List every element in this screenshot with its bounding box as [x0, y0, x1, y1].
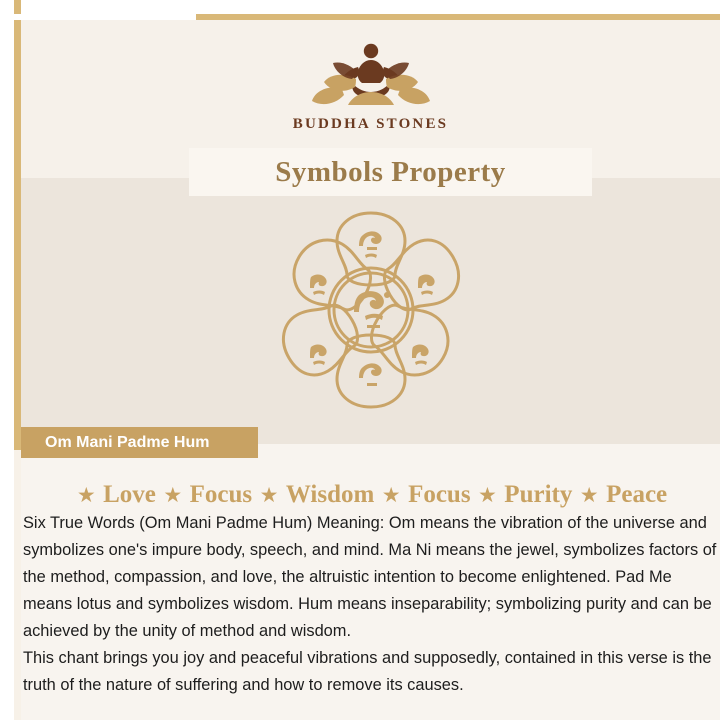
brand-logo [21, 34, 720, 133]
om-mani-padme-hum-mandala-icon [241, 195, 501, 425]
page-title: Symbols Property [275, 155, 506, 188]
lotus-meditation-icon [296, 34, 446, 112]
star-icon: ★ [76, 483, 96, 507]
star-icon: ★ [381, 483, 401, 507]
frame-gold-left-line [14, 0, 21, 450]
description-paragraph-1: Six True Words (Om Mani Padme Hum) Meaning: Om means the vibration of the universe and symbolizes one's impure body, speech, and mind. Ma Ni means the jewel, symbolizes factors of the method, compassion, and love, the altruistic intention to become enlightened. Pad Me means lotus and symbolizes wisdom. Hum means inseparability; symbolizing purity and can be achieved by the unity of method and wisdom. [23, 514, 717, 640]
description-text [21, 510, 720, 699]
keyword-item: Peace [606, 481, 668, 508]
frame-band-top [0, 0, 720, 14]
frame-band-left [0, 0, 14, 720]
chant-name-label: Om Mani Padme Hum [45, 433, 210, 451]
mandala-illustration [21, 195, 720, 430]
page-title-bar [189, 148, 592, 196]
star-icon: ★ [478, 483, 497, 507]
star-icon: ★ [259, 483, 279, 507]
content-panel [21, 20, 720, 720]
keyword-item: Wisdom [285, 481, 375, 508]
description-paragraph-2: This chant brings you joy and peaceful vibrations and supposedly, contained in this verse is the truth of the nature of suffering and how to remove its causes. [23, 649, 712, 694]
chant-name-badge [21, 427, 258, 458]
keyword-item: Focus [189, 481, 253, 508]
keyword-item: Purity [504, 481, 573, 508]
keyword-item: Love [103, 481, 156, 508]
brand-name: BUDDHA STONES [292, 116, 449, 132]
star-icon: ★ [579, 483, 599, 507]
star-icon: ★ [163, 483, 183, 507]
keyword-list [21, 481, 720, 509]
keyword-item: Focus [408, 481, 471, 508]
